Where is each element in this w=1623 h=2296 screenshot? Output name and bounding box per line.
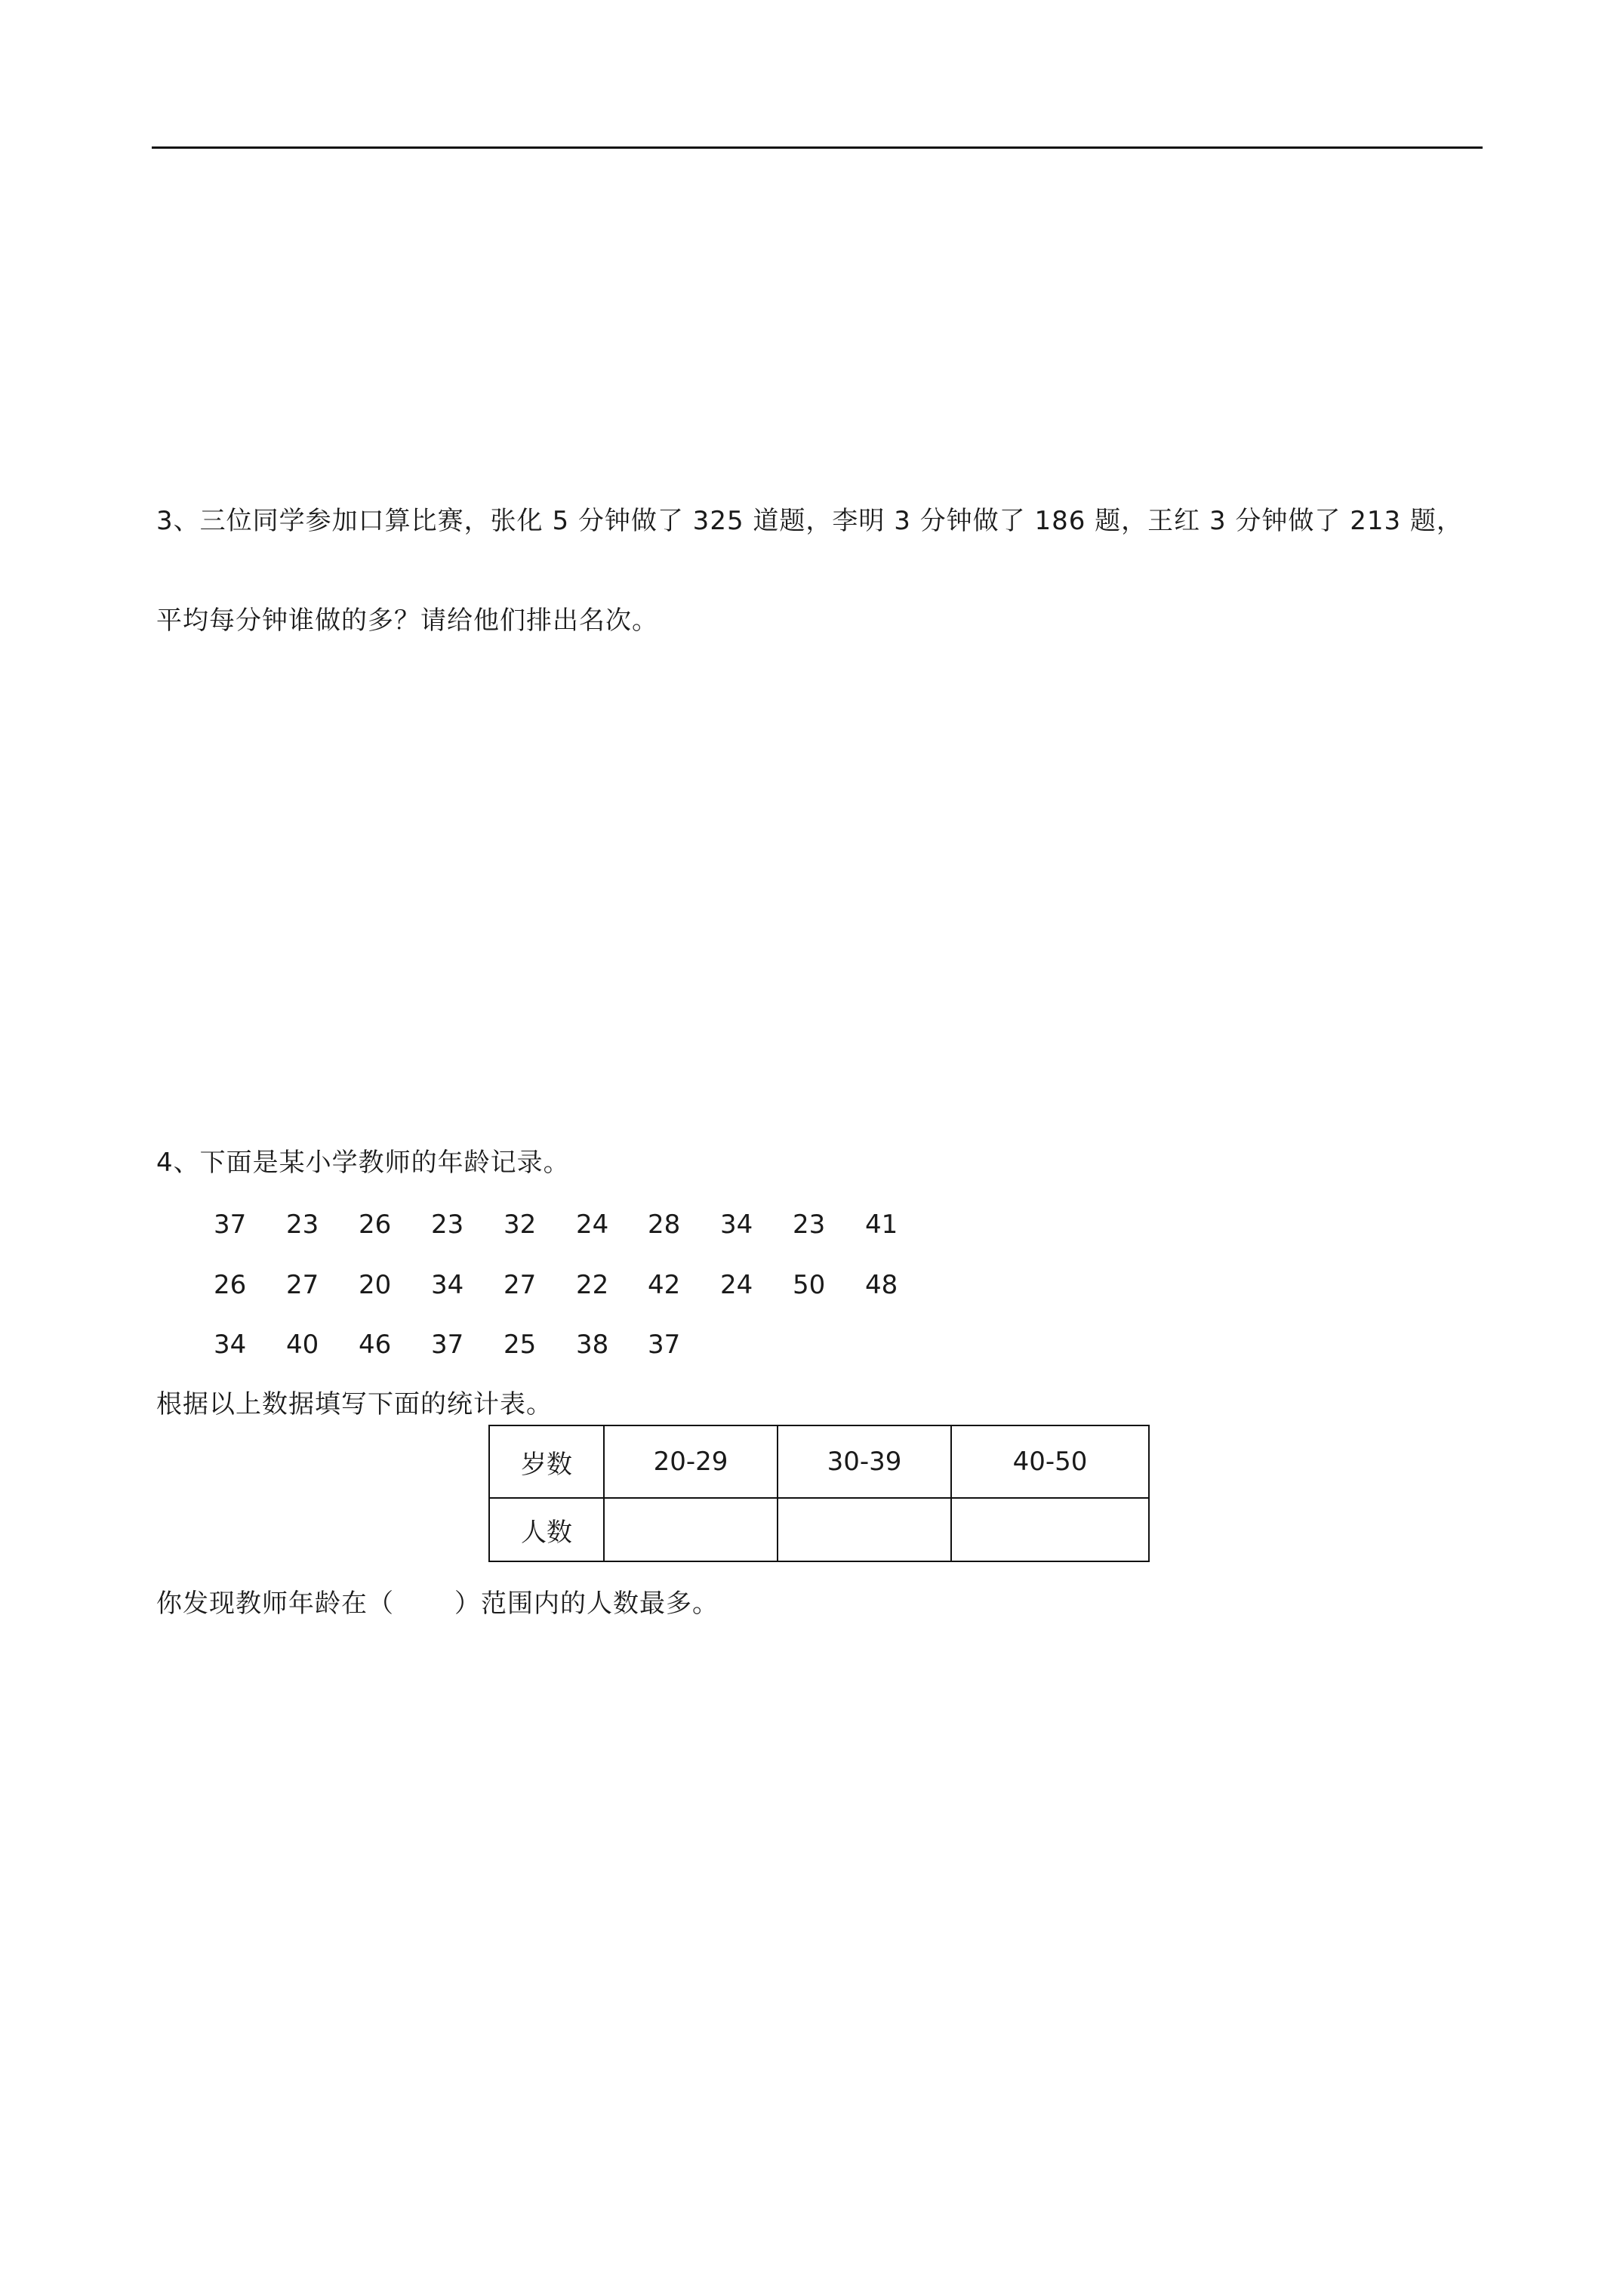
header-rule [152,146,1483,149]
age-value: 41 [865,1210,898,1240]
age-value: 26 [214,1270,247,1300]
most-common-range-question [156,1587,719,1620]
age-value: 38 [576,1330,609,1360]
age-value: 27 [286,1270,319,1300]
age-value: 26 [359,1210,392,1240]
age-value: 42 [648,1270,681,1300]
age-range-cell: 30-39 [778,1425,951,1498]
age-value: 34 [720,1210,753,1240]
age-statistics-table [488,1425,1150,1562]
age-value: 46 [359,1330,392,1360]
age-value: 24 [720,1270,753,1300]
count-answer-cell[interactable] [778,1498,951,1561]
count-answer-cell[interactable] [951,1498,1149,1561]
age-value: 40 [286,1330,319,1360]
table-row [489,1498,1149,1561]
age-value: 37 [648,1330,681,1360]
count-answer-cell[interactable] [604,1498,778,1561]
age-range-cell: 20-29 [604,1425,778,1498]
age-value: 50 [793,1270,826,1300]
table-row [489,1425,1149,1498]
age-value: 48 [865,1270,898,1300]
age-value: 22 [576,1270,609,1300]
age-value: 32 [504,1210,537,1240]
question-text-after: ）范围内的人数最多。 [454,1589,719,1619]
age-value: 24 [576,1210,609,1240]
fill-table-instruction: 根据以上数据填写下面的统计表。 [156,1389,553,1419]
age-value: 37 [214,1210,247,1240]
age-value: 27 [504,1270,537,1300]
question-3-line-2: 平均每分钟谁做的多？请给他们排出名次。 [156,606,658,636]
count-row-header: 人数 [489,1498,604,1561]
age-row-header: 岁数 [489,1425,604,1498]
age-value: 25 [504,1330,537,1360]
age-value: 34 [431,1270,464,1300]
age-value: 23 [793,1210,826,1240]
age-range-cell: 40-50 [951,1425,1149,1498]
age-value: 37 [431,1330,464,1360]
age-value: 23 [431,1210,464,1240]
age-value: 34 [214,1330,247,1360]
question-4-title: 4、下面是某小学教师的年龄记录。 [156,1148,570,1178]
age-value: 28 [648,1210,681,1240]
question-3-line-1: 3、三位同学参加口算比赛，张化 5 分钟做了 325 道题，李明 3 分钟做了 186 题，王红 3 分钟做了 213 题， [156,506,1463,536]
age-value: 20 [359,1270,392,1300]
question-text-before: 你发现教师年龄在（ [156,1589,394,1619]
age-value: 23 [286,1210,319,1240]
